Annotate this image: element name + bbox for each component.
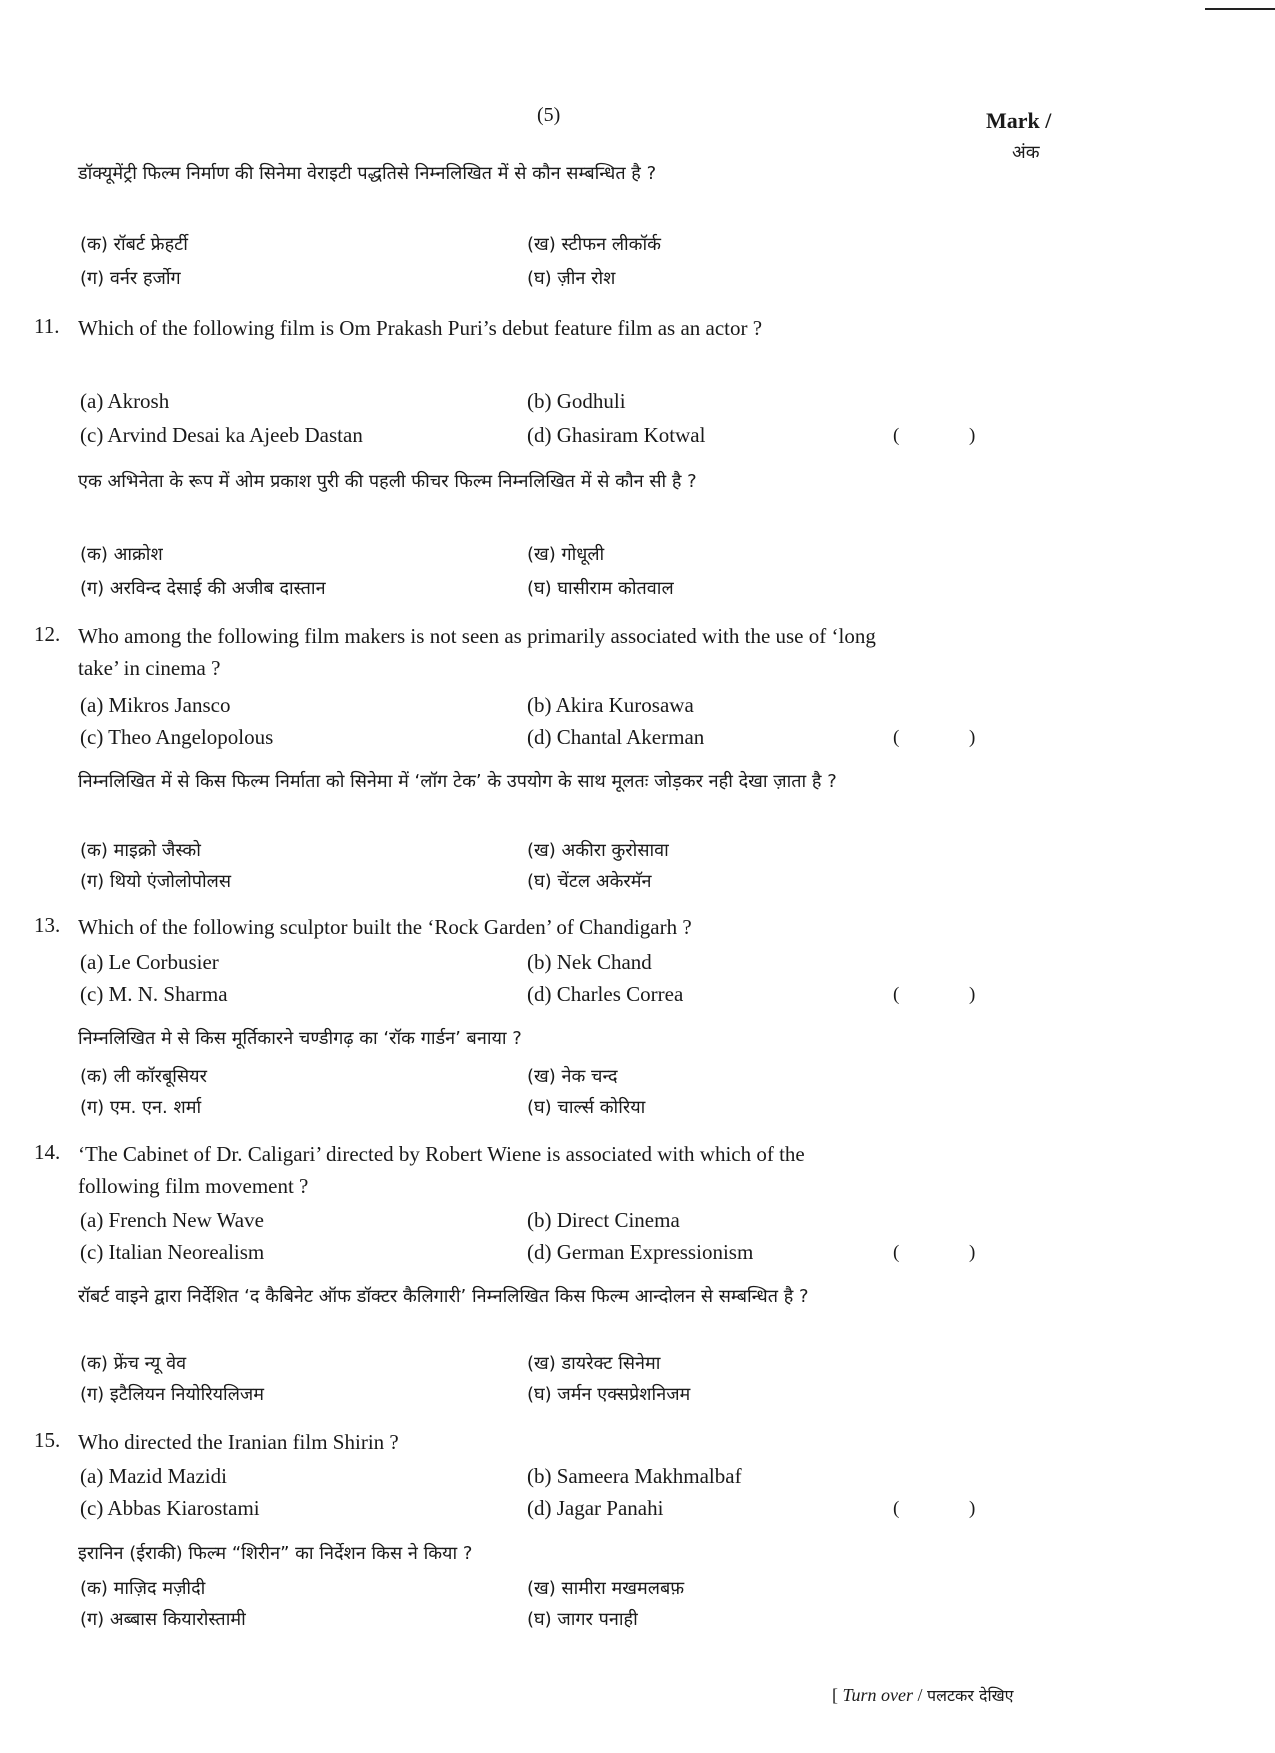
q11-text: Which of the following film is Om Prakash Puri’s debut feature film as an actor ?: [78, 316, 763, 340]
q12-answer-bracket-close: ): [969, 727, 976, 748]
q12-number: 12.: [34, 622, 61, 646]
q15-number: 15.: [34, 1428, 61, 1452]
q11-option-c: (c) Arvind Desai ka Ajeeb Dastan: [80, 423, 363, 447]
q12-option-a: (a) Mikros Jansco: [80, 693, 231, 717]
q10-hindi-option-a: (क) रॉबर्ट फ्रेहर्टी: [80, 234, 188, 255]
mark-column-label-hindi: अंक: [1012, 142, 1040, 163]
q15-hindi-text: इरानिन (ईराकी) फिल्म “शिरीन” का निर्देशन किस ने किया ?: [78, 1543, 473, 1564]
turn-over-label-hindi: पलटकर देखिए: [927, 1686, 1014, 1705]
q11-answer-bracket-open: (: [893, 425, 900, 446]
q13-hindi-option-c: (ग) एम. एन. शर्मा: [80, 1097, 202, 1118]
q13-answer-bracket-open: (: [893, 984, 900, 1005]
q15-hindi-option-b: (ख) सामीरा मखमलबफ़: [527, 1578, 685, 1599]
q11-answer-bracket-close: ): [969, 425, 976, 446]
q15-option-d: (d) Jagar Panahi: [527, 1496, 664, 1520]
q12-text: Who among the following film makers is not seen as primarily associated with the use of ‘long take’ in cinema ?: [78, 624, 876, 680]
q12-option-d: (d) Chantal Akerman: [527, 725, 705, 749]
q15-option-c: (c) Abbas Kiarostami: [80, 1496, 260, 1520]
q14-number: 14.: [34, 1140, 61, 1164]
q14-option-d: (d) German Expressionism: [527, 1240, 754, 1264]
q11-option-a: (a) Akrosh: [80, 389, 170, 413]
q14-option-a: (a) French New Wave: [80, 1208, 264, 1232]
q11-hindi-option-d: (घ) घासीराम कोतवाल: [527, 578, 674, 599]
q14-hindi-option-c: (ग) इटैलियन नियोरियलिजम: [80, 1384, 265, 1405]
q11-hindi-option-a: (क) आक्रोश: [80, 544, 163, 565]
q13-hindi-option-b: (ख) नेक चन्द: [527, 1066, 618, 1087]
q11-hindi-option-c: (ग) अरविन्द देसाई की अजीब दास्तान: [80, 578, 326, 599]
q12-hindi-text: निम्नलिखित में से किस फिल्म निर्माता को सिनेमा में ‘लॉग टेक’ के उपयोग के साथ मूलतः जोड़कर नही देखा ज़ाता है ?: [78, 771, 837, 792]
q15-option-a: (a) Mazid Mazidi: [80, 1464, 227, 1488]
q13-hindi-option-d: (घ) चार्ल्स कोरिया: [527, 1097, 646, 1118]
q11-option-d: (d) Ghasiram Kotwal: [527, 423, 706, 447]
q12-answer-bracket-open: (: [893, 727, 900, 748]
turn-over-label: Turn over: [842, 1685, 914, 1705]
q12-hindi-option-b: (ख) अकीरा कुरोसावा: [527, 840, 669, 861]
q13-hindi-text: निम्नलिखित मे से किस मूर्तिकारने चण्डीगढ़ का ‘रॉक गार्डन’ बनाया ?: [78, 1028, 522, 1049]
q14-hindi-option-a: (क) फ्रेंच न्यू वेव: [80, 1353, 187, 1374]
turn-over-footer: [832, 1684, 1014, 1706]
mark-column-label: Mark /: [986, 108, 1052, 133]
q13-option-b: (b) Nek Chand: [527, 950, 652, 974]
q14-text: ‘The Cabinet of Dr. Caligari’ directed by Robert Wiene is associated with which of the following film movement ?: [78, 1142, 805, 1198]
q10-hindi-option-c: (ग) वर्नर हर्जोग: [80, 268, 181, 289]
q14-option-c: (c) Italian Neorealism: [80, 1240, 265, 1264]
q15-text: Who directed the Iranian film Shirin ?: [78, 1430, 399, 1454]
q11-hindi-option-b: (ख) गोधूली: [527, 544, 605, 565]
q15-answer-bracket-open: (: [893, 1498, 900, 1519]
page-number: (5): [537, 104, 561, 126]
q13-option-a: (a) Le Corbusier: [80, 950, 219, 974]
q11-hindi-text: एक अभिनेता के रूप में ओम प्रकाश पुरी की पहली फीचर फिल्म निम्नलिखित में से कौन सी है ?: [78, 471, 697, 492]
q13-option-c: (c) M. N. Sharma: [80, 982, 228, 1006]
q10-hindi-option-d: (घ) ज़ीन रोश: [527, 268, 616, 289]
q10-hindi-text: डॉक्यूमेंट्री फिल्म निर्माण की सिनेमा वेराइटी पद्धतिसे निम्नलिखित में से कौन सम्बन्धित है ?: [78, 163, 657, 184]
q11-number: 11.: [34, 314, 60, 338]
q12-hindi-option-a: (क) माइक्रो जैस्को: [80, 840, 201, 861]
q12-hindi-option-d: (घ) चेंटल अकेरमॅन: [527, 871, 652, 892]
q15-answer-bracket-close: ): [969, 1498, 976, 1519]
footer-separator: /: [917, 1685, 923, 1705]
q12-hindi-option-c: (ग) थियो एंजोलोपोलस: [80, 871, 231, 892]
q14-hindi-option-b: (ख) डायरेक्ट सिनेमा: [527, 1353, 661, 1374]
q13-hindi-option-a: (क) ली कॉरबूसियर: [80, 1066, 207, 1087]
q15-hindi-option-c: (ग) अब्बास कियारोस्तामी: [80, 1609, 246, 1630]
q15-hindi-option-a: (क) माज़िद मज़ीदी: [80, 1578, 206, 1599]
q13-text: Which of the following sculptor built the ‘Rock Garden’ of Chandigarh ?: [78, 915, 692, 939]
q13-option-d: (d) Charles Correa: [527, 982, 684, 1006]
q11-option-b: (b) Godhuli: [527, 389, 626, 413]
q14-hindi-text: रॉबर्ट वाइने द्वारा निर्देशित ‘द कैबिनेट ऑफ डॉक्टर कैलिगारी’ निम्नलिखित किस फिल्म आन्दोलन से सम्बन्धित है ?: [78, 1286, 809, 1307]
q15-option-b: (b) Sameera Makhmalbaf: [527, 1464, 742, 1488]
q12-option-c: (c) Theo Angelopolous: [80, 725, 274, 749]
q13-number: 13.: [34, 913, 61, 937]
q10-hindi-option-b: (ख) स्टीफन लीकॉर्क: [527, 234, 661, 255]
footer-open-bracket: [: [832, 1685, 838, 1705]
q14-option-b: (b) Direct Cinema: [527, 1208, 680, 1232]
q14-answer-bracket-open: (: [893, 1242, 900, 1263]
q13-answer-bracket-close: ): [969, 984, 976, 1005]
q12-option-b: (b) Akira Kurosawa: [527, 693, 694, 717]
top-corner-rule: [1205, 8, 1275, 10]
q14-answer-bracket-close: ): [969, 1242, 976, 1263]
q15-hindi-option-d: (घ) जागर पनाही: [527, 1609, 638, 1630]
q14-hindi-option-d: (घ) जर्मन एक्सप्रेशनिजम: [527, 1384, 691, 1405]
